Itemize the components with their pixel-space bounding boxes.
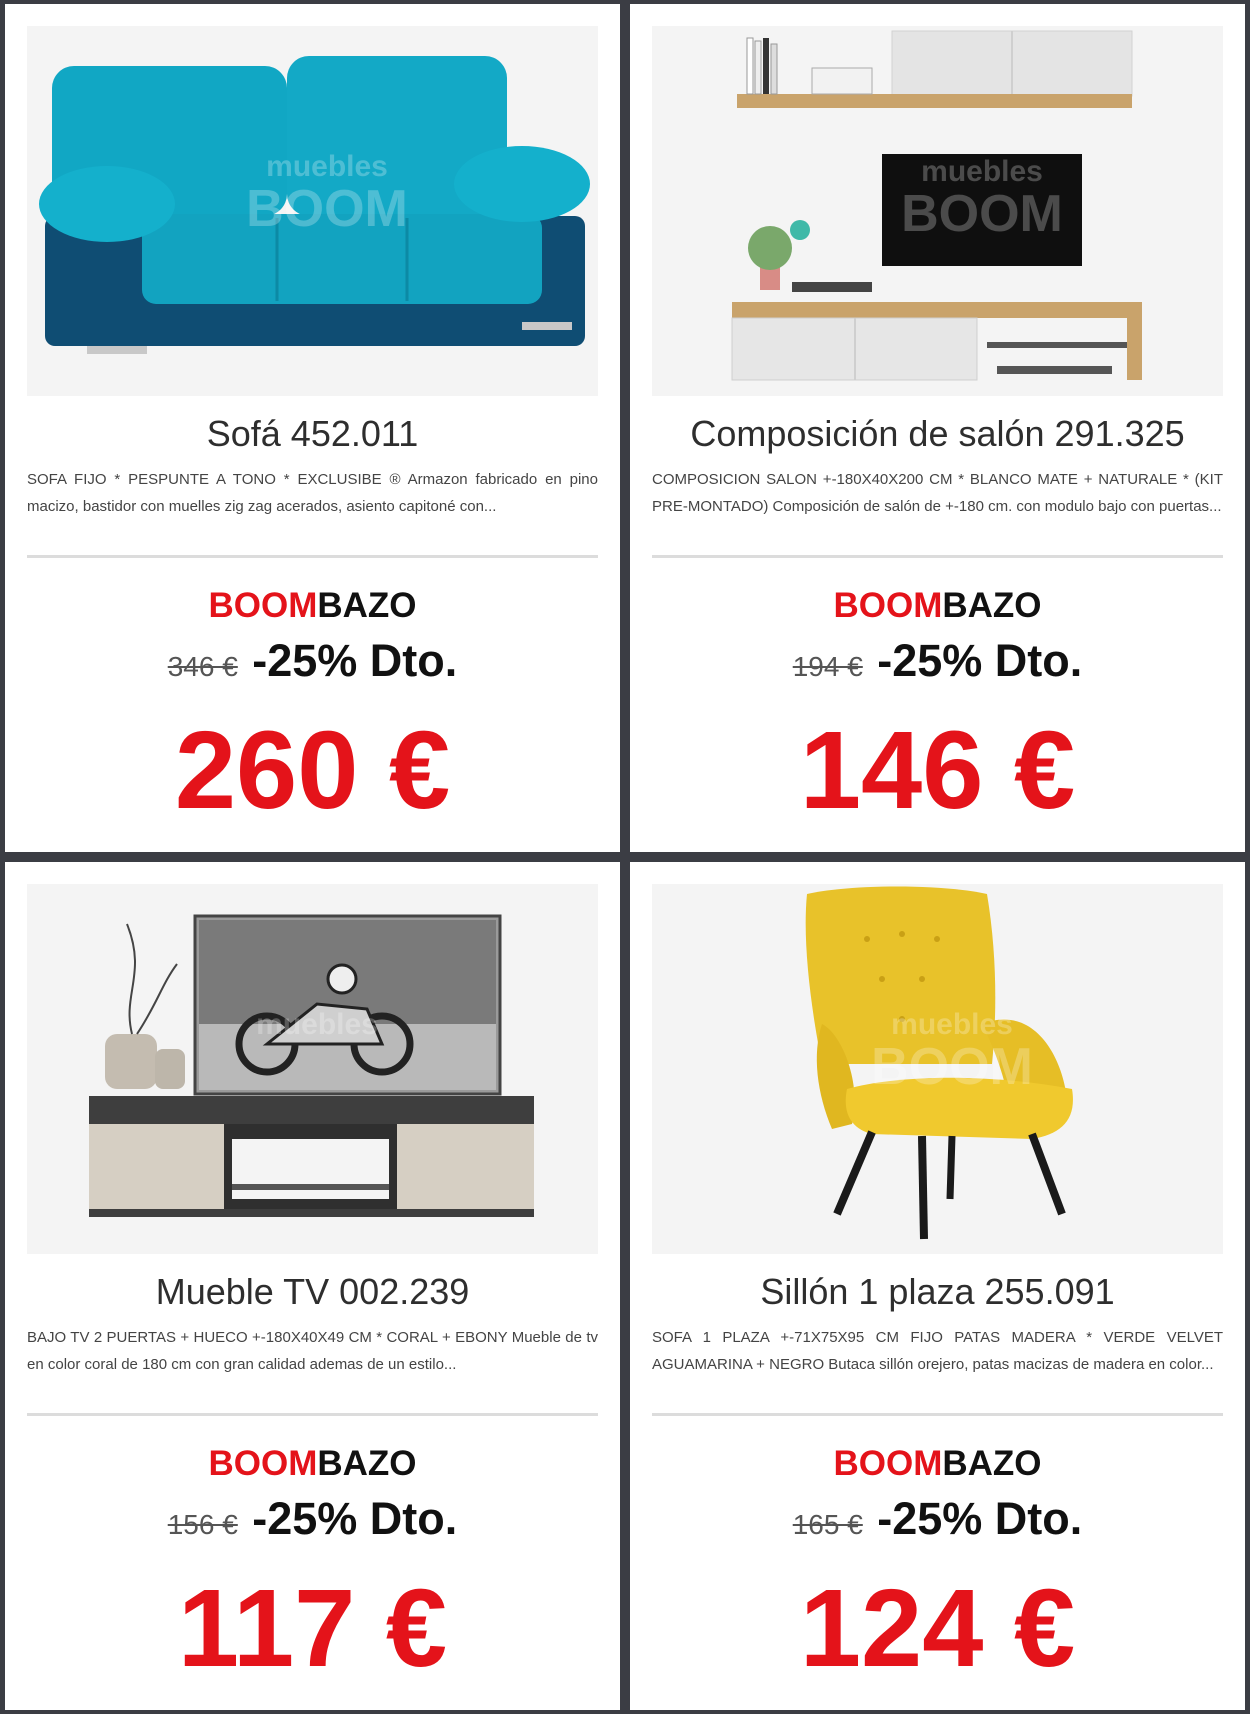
product-description: BAJO TV 2 PUERTAS + HUECO +-180X40X49 CM * CORAL + EBONY Mueble de tv en color coral de 180 cm con gran calidad ademas de un estilo...	[27, 1329, 598, 1373]
offer-line	[27, 636, 598, 697]
product-description: COMPOSICION SALON +-180X40X200 CM * BLANCO MATE + NATURALE * (KIT PRE-MONTADO) Composición de salón de +-180 cm. con modulo bajo con puertas...	[652, 471, 1223, 515]
boombazo-label: BOOMBAZO	[208, 586, 417, 625]
boombazo-label: BOOMBAZO	[833, 1444, 1042, 1483]
svg-text:muebles: muebles	[891, 1008, 1013, 1041]
boombazo-label: BOOMBAZO	[208, 1444, 417, 1483]
product-image-living-room[interactable]	[652, 26, 1223, 396]
old-price: 194 €	[792, 651, 863, 682]
price: 124 €	[799, 1567, 1076, 1690]
product-title[interactable]: Mueble TV 002.239	[155, 1271, 470, 1312]
svg-text:BOOM: BOOM	[901, 185, 1063, 243]
product-card[interactable]	[5, 4, 620, 852]
price: 146 €	[799, 709, 1076, 832]
discount-label: -25% Dto.	[252, 1493, 458, 1544]
discount-label: -25% Dto.	[252, 635, 458, 686]
old-price: 346 €	[167, 651, 238, 682]
price: 260 €	[174, 709, 451, 832]
product-card[interactable]	[630, 862, 1245, 1710]
product-title[interactable]: Sillón 1 plaza 255.091	[760, 1271, 1115, 1312]
old-price: 165 €	[792, 1509, 863, 1540]
product-title[interactable]: Sofá 452.011	[206, 413, 419, 454]
divider	[27, 555, 598, 558]
svg-text:BOOM: BOOM	[246, 180, 408, 238]
svg-text:BOOM: BOOM	[871, 1038, 1033, 1096]
discount-label: -25% Dto.	[877, 1493, 1083, 1544]
boombazo-label: BOOMBAZO	[833, 586, 1042, 625]
product-image-tv-stand[interactable]	[27, 884, 598, 1254]
product-card[interactable]	[630, 4, 1245, 852]
product-image-armchair[interactable]	[652, 884, 1223, 1254]
svg-text:muebles: muebles	[921, 155, 1043, 188]
product-description: SOFA 1 PLAZA +-71X75X95 CM FIJO PATAS MADERA * VERDE VELVET AGUAMARINA + NEGRO Butaca sillón orejero, patas macizas de madera en color...	[652, 1329, 1223, 1373]
old-price: 156 €	[167, 1509, 238, 1540]
product-card[interactable]	[5, 862, 620, 1710]
watermark-text: muebles	[266, 150, 388, 183]
product-title[interactable]: Composición de salón 291.325	[690, 413, 1185, 454]
divider	[27, 1413, 598, 1416]
price: 117 €	[177, 1567, 448, 1690]
discount-label: -25% Dto.	[877, 635, 1083, 686]
divider	[652, 555, 1223, 558]
offer-line	[652, 1494, 1223, 1555]
divider	[652, 1413, 1223, 1416]
offer-line	[652, 636, 1223, 697]
svg-text:muebles: muebles	[256, 1008, 378, 1041]
product-description: SOFA FIJO * PESPUNTE A TONO * EXCLUSIBE ® Armazon fabricado en pino macizo, bastidor con muelles zig zag acerados, asiento capitoné con...	[27, 471, 598, 515]
offer-line	[27, 1494, 598, 1555]
product-image-sofa[interactable]	[27, 26, 598, 396]
